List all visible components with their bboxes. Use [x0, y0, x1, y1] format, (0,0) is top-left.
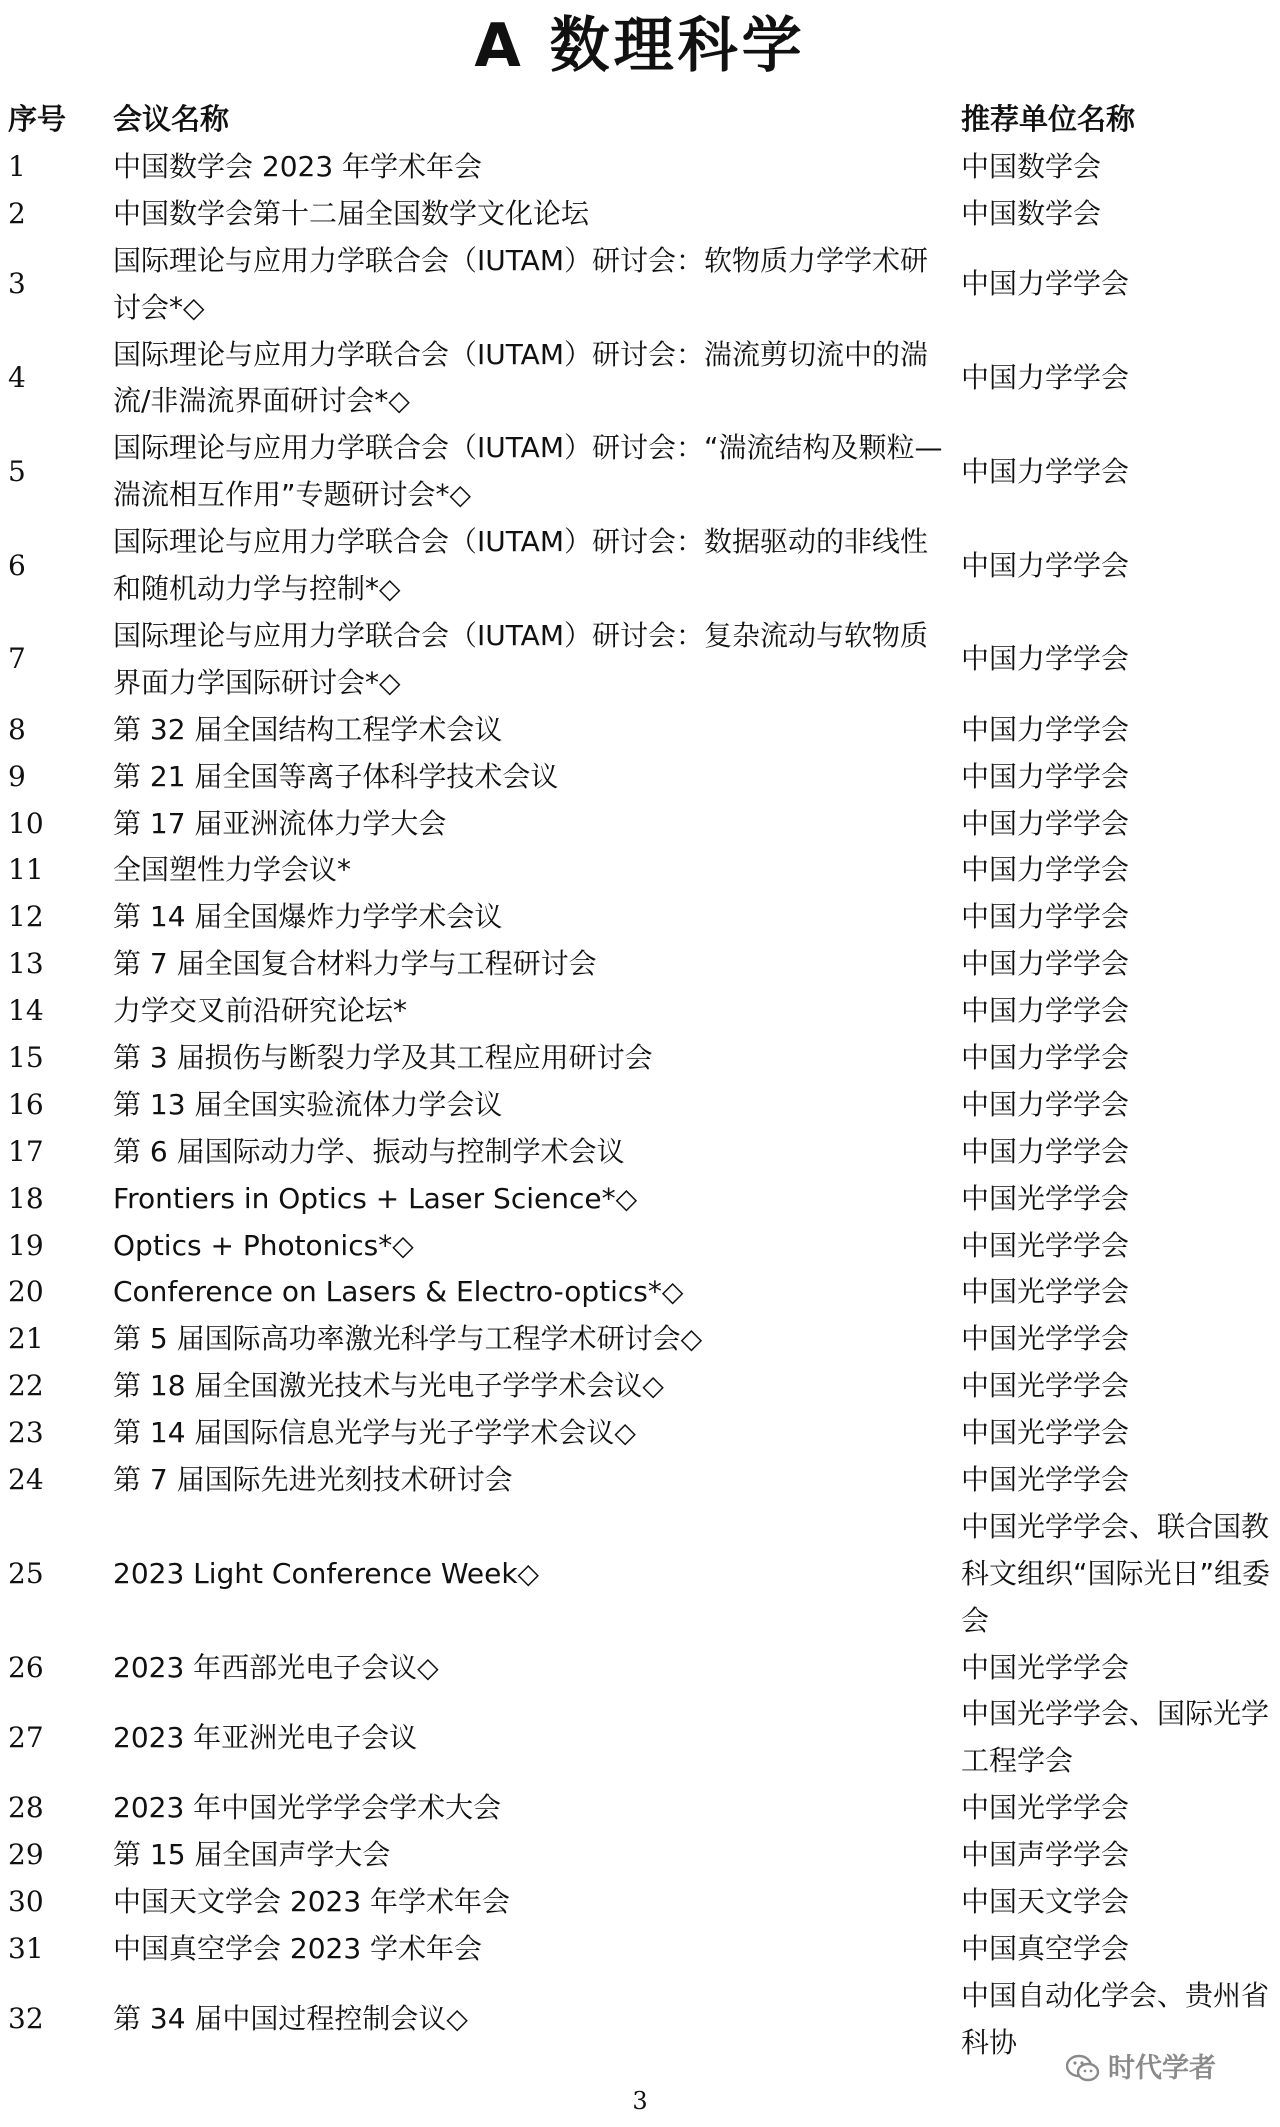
cell-recommending-org: 中国光学学会、国际光学工程学会 — [961, 1697, 1270, 1778]
cell-recommending-org: 中国光学学会 — [961, 1791, 1130, 1825]
cell-conference-name: Optics + Photonics*◇ — [113, 1228, 414, 1262]
header-recommending-org: 推荐单位名称 — [961, 101, 1136, 136]
cell-serial-number: 5 — [8, 454, 26, 488]
cell-recommending-org: 中国光学学会 — [961, 1463, 1130, 1497]
cell-conference-name: 2023 Light Conference Week◇ — [113, 1556, 540, 1590]
watermark-text: 时代学者 — [1108, 2053, 1216, 2084]
cell-conference-name: 第 3 届损伤与断裂力学及其工程应用研讨会 — [113, 1041, 653, 1074]
page-title: A 数理科学 — [474, 11, 806, 81]
cell-serial-number: 25 — [8, 1556, 44, 1590]
cell-recommending-org: 中国光学学会 — [961, 1416, 1130, 1450]
cell-conference-name: 中国真空学会 2023 学术年会 — [113, 1931, 483, 1965]
cell-serial-number: 18 — [8, 1181, 44, 1215]
cell-recommending-org: 中国光学学会、联合国教科文组织“国际光日”组委会 — [961, 1509, 1271, 1637]
cell-recommending-org: 中国光学学会 — [961, 1369, 1130, 1403]
cell-serial-number: 16 — [8, 1087, 44, 1121]
table-row — [0, 1879, 1280, 1926]
cell-serial-number: 31 — [8, 1931, 44, 1965]
cell-serial-number: 2 — [8, 196, 26, 230]
table-row — [0, 1785, 1280, 1832]
cell-conference-name: Conference on Lasers & Electro-optics*◇ — [113, 1275, 684, 1309]
table-row — [0, 1363, 1280, 1410]
table-row — [0, 801, 1280, 848]
cell-conference-name: 第 6 届国际动力学、振动与控制学术会议 — [113, 1134, 625, 1168]
cell-conference-name: 国际理论与应用力学联合会（IUTAM）研讨会：软物质力学学术研讨会*◇ — [113, 243, 928, 324]
cell-recommending-org: 中国力学学会 — [961, 642, 1130, 676]
table-row — [0, 1457, 1280, 1504]
table-row — [0, 238, 1280, 332]
cell-recommending-org: 中国天文学会 — [961, 1885, 1130, 1919]
table-row — [0, 941, 1280, 988]
header-conference-name: 会议名称 — [113, 101, 230, 136]
page-number: 3 — [632, 2087, 648, 2115]
cell-conference-name: 中国数学会第十二届全国数学文化论坛 — [113, 196, 590, 230]
cell-recommending-org: 中国光学学会 — [961, 1181, 1130, 1215]
cell-serial-number: 27 — [8, 1720, 44, 1754]
table-header-row — [0, 94, 1280, 144]
cell-recommending-org: 中国自动化学会、贵州省科协 — [961, 1978, 1270, 2059]
cell-serial-number: 4 — [8, 361, 26, 395]
table-row — [0, 894, 1280, 941]
cell-serial-number: 24 — [8, 1463, 44, 1497]
cell-recommending-org: 中国光学学会 — [961, 1228, 1130, 1262]
table-row — [0, 988, 1280, 1035]
cell-serial-number: 10 — [8, 806, 44, 840]
conference-table — [0, 94, 1280, 2067]
cell-conference-name: 第 7 届全国复合材料力学与工程研讨会 — [113, 947, 597, 981]
cell-recommending-org: 中国数学会 — [961, 196, 1102, 230]
cell-serial-number: 1 — [8, 150, 26, 183]
table-row — [0, 1504, 1280, 1645]
cell-recommending-org: 中国力学学会 — [961, 712, 1130, 746]
cell-recommending-org: 中国力学学会 — [961, 1134, 1130, 1168]
table-row — [0, 847, 1280, 894]
table-row — [0, 1176, 1280, 1223]
cell-recommending-org: 中国力学学会 — [961, 947, 1130, 981]
table-row — [0, 191, 1280, 238]
table-row — [0, 1316, 1280, 1363]
table-row — [0, 1832, 1280, 1879]
cell-serial-number: 17 — [8, 1134, 44, 1168]
cell-conference-name: 第 15 届全国声学大会 — [113, 1838, 391, 1872]
cell-serial-number: 14 — [8, 994, 44, 1028]
cell-conference-name: 第 7 届国际先进光刻技术研讨会 — [113, 1463, 513, 1497]
cell-serial-number: 9 — [8, 759, 26, 793]
cell-recommending-org: 中国力学学会 — [961, 900, 1130, 934]
cell-conference-name: 第 14 届国际信息光学与光子学学术会议◇ — [113, 1416, 636, 1450]
cell-recommending-org: 中国声学学会 — [961, 1838, 1130, 1872]
cell-serial-number: 6 — [8, 548, 26, 582]
cell-serial-number: 22 — [8, 1369, 44, 1403]
cell-conference-name: 国际理论与应用力学联合会（IUTAM）研讨会：复杂流动与软物质界面力学国际研讨会*◇ — [113, 618, 928, 699]
table-row — [0, 1223, 1280, 1270]
table-row — [0, 332, 1280, 426]
table-row — [0, 1926, 1280, 1973]
cell-serial-number: 26 — [8, 1650, 44, 1684]
cell-recommending-org: 中国数学会 — [961, 150, 1102, 183]
cell-conference-name: 第 13 届全国实验流体力学会议 — [113, 1087, 503, 1121]
cell-recommending-org: 中国光学学会 — [961, 1650, 1130, 1684]
table-row — [0, 1082, 1280, 1129]
cell-conference-name: 第 34 届中国过程控制会议◇ — [113, 2002, 468, 2036]
cell-recommending-org: 中国光学学会 — [961, 1322, 1130, 1356]
table-row — [0, 1035, 1280, 1082]
cell-serial-number: 13 — [8, 947, 44, 981]
cell-serial-number: 29 — [8, 1838, 44, 1872]
cell-recommending-org: 中国力学学会 — [961, 1041, 1130, 1074]
table-row — [0, 1645, 1280, 1692]
cell-conference-name: 全国塑性力学会议* — [113, 853, 352, 887]
cell-conference-name: 中国天文学会 2023 年学术年会 — [113, 1885, 511, 1919]
cell-conference-name: 国际理论与应用力学联合会（IUTAM）研讨会：“湍流结构及颗粒—湍流相互作用”专题研讨会*◇ — [113, 431, 943, 512]
cell-serial-number: 19 — [8, 1228, 44, 1262]
cell-conference-name: 第 14 届全国爆炸力学学术会议 — [113, 900, 503, 934]
cell-serial-number: 30 — [8, 1885, 44, 1919]
cell-recommending-org: 中国力学学会 — [961, 994, 1130, 1028]
cell-conference-name: 第 18 届全国激光技术与光电子学学术会议◇ — [113, 1369, 664, 1403]
cell-conference-name: 第 5 届国际高功率激光科学与工程学术研讨会◇ — [113, 1322, 703, 1356]
cell-serial-number: 32 — [8, 2002, 44, 2036]
cell-recommending-org: 中国力学学会 — [961, 759, 1130, 793]
cell-recommending-org: 中国力学学会 — [961, 267, 1130, 301]
cell-recommending-org: 中国力学学会 — [961, 806, 1130, 840]
cell-serial-number: 3 — [8, 267, 26, 301]
cell-serial-number: 7 — [8, 642, 26, 676]
watermark — [1066, 2052, 1216, 2086]
cell-conference-name: 2023 年亚洲光电子会议 — [113, 1720, 418, 1754]
table-row — [0, 144, 1280, 191]
cell-serial-number: 15 — [8, 1041, 44, 1074]
cell-conference-name: Frontiers in Optics + Laser Science*◇ — [113, 1181, 638, 1215]
cell-conference-name: 第 32 届全国结构工程学术会议 — [113, 712, 503, 746]
table-row — [0, 754, 1280, 801]
table-row — [0, 1129, 1280, 1176]
cell-serial-number: 23 — [8, 1416, 44, 1450]
cell-recommending-org: 中国真空学会 — [961, 1931, 1130, 1965]
table-row — [0, 519, 1280, 613]
cell-serial-number: 28 — [8, 1791, 44, 1825]
table-row — [0, 1410, 1280, 1457]
table-row — [0, 1269, 1280, 1316]
cell-conference-name: 力学交叉前沿研究论坛* — [113, 994, 408, 1028]
cell-recommending-org: 中国力学学会 — [961, 548, 1130, 582]
cell-recommending-org: 中国力学学会 — [961, 361, 1130, 395]
cell-serial-number: 11 — [8, 853, 44, 887]
table-row — [0, 1691, 1280, 1785]
cell-recommending-org: 中国力学学会 — [961, 1087, 1130, 1121]
cell-conference-name: 第 21 届全国等离子体科学技术会议 — [113, 759, 559, 793]
header-serial-number: 序号 — [8, 101, 67, 136]
table-row — [0, 613, 1280, 707]
cell-recommending-org: 中国光学学会 — [961, 1275, 1130, 1309]
cell-conference-name: 国际理论与应用力学联合会（IUTAM）研讨会：湍流剪切流中的湍流/非湍流界面研讨会*◇ — [113, 337, 928, 418]
table-body — [0, 144, 1280, 2067]
table-row — [0, 707, 1280, 754]
cell-serial-number: 8 — [8, 712, 26, 746]
cell-recommending-org: 中国力学学会 — [961, 853, 1130, 887]
cell-conference-name: 中国数学会 2023 年学术年会 — [113, 150, 483, 183]
cell-conference-name: 2023 年西部光电子会议◇ — [113, 1650, 439, 1684]
cell-conference-name: 2023 年中国光学学会学术大会 — [113, 1791, 502, 1825]
cell-conference-name: 国际理论与应用力学联合会（IUTAM）研讨会：数据驱动的非线性和随机动力学与控制*◇ — [113, 525, 928, 606]
cell-serial-number: 21 — [8, 1322, 44, 1356]
cell-recommending-org: 中国力学学会 — [961, 454, 1130, 488]
table-row — [0, 425, 1280, 519]
cell-serial-number: 20 — [8, 1275, 44, 1309]
cell-conference-name: 第 17 届亚洲流体力学大会 — [113, 806, 447, 840]
wechat-icon — [1066, 2054, 1100, 2084]
cell-serial-number: 12 — [8, 900, 44, 934]
